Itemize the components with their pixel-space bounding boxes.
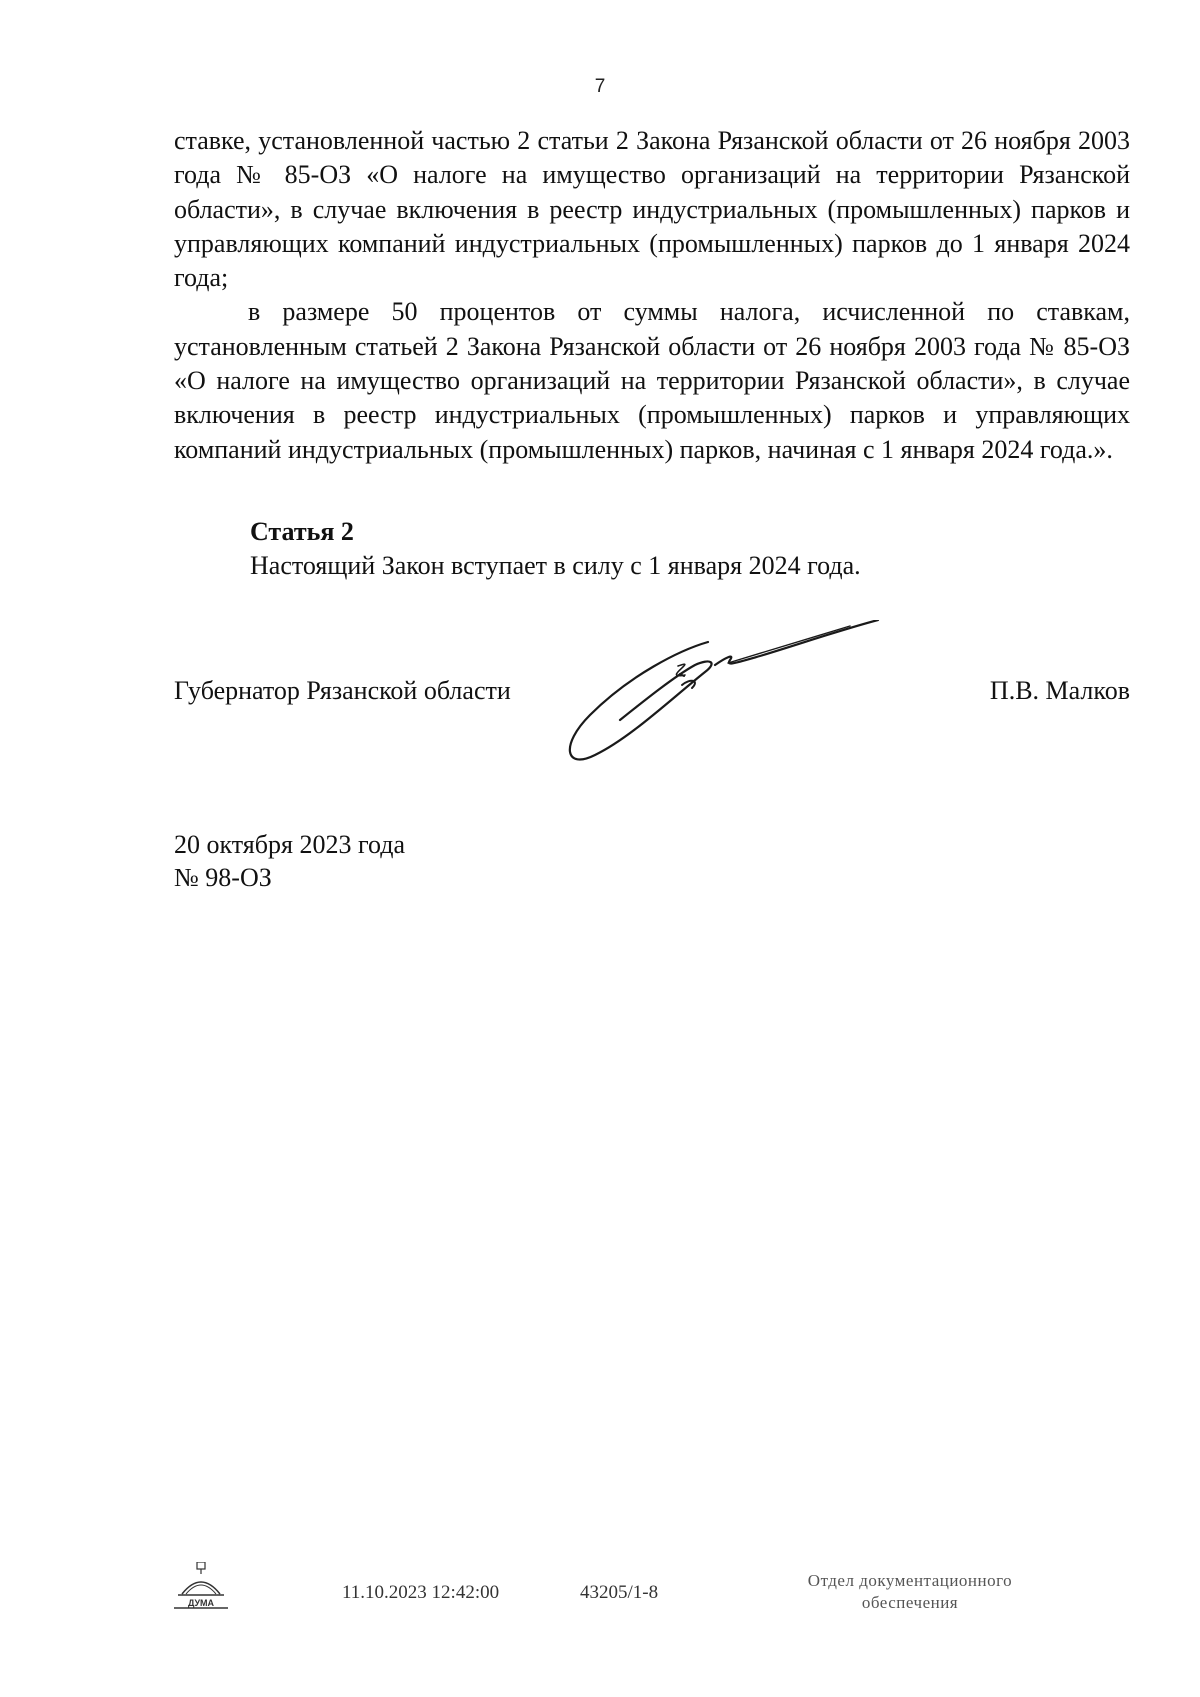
article-title: Статья 2 — [250, 517, 354, 546]
article-text: Настоящий Закон вступает в силу с 1 января 2024 года. — [250, 551, 861, 580]
document-code: 43205/1-8 — [580, 1582, 659, 1603]
svg-text:ДУМА: ДУМА — [187, 1598, 215, 1608]
print-timestamp: 11.10.2023 12:42:00 — [342, 1582, 500, 1603]
signatory-name: П.В. Малков — [989, 676, 1130, 705]
handwritten-signature — [560, 620, 890, 800]
enactment-date: 20 октября 2023 года — [174, 830, 405, 859]
article-section — [250, 515, 861, 583]
law-number: № 98-ОЗ — [174, 863, 272, 892]
body-paragraph-1: ставке, установленной частью 2 статьи 2 Закона Рязанской области от 26 ноября 2003 года № 85-ОЗ «О налоге на имущество организаций на территории Рязанской области», в случае включения в реестр индустриальных (промышленных) парков и управляющих компаний индустриальных (промышленных) парков до 1 января 2024 года; — [174, 126, 1130, 293]
duma-logo-icon — [170, 1562, 232, 1610]
body-paragraph-2: в размере 50 процентов от суммы налога, исчисленной по ставкам, установленным статьей 2 Закона Рязанской области от 26 ноября 2003 года № 85-ОЗ «О налоге на имущество организаций на территории Рязанской области», в случае включения в реестр индустриальных (промышленных) парков и управляющих компаний индустриальных (промышленных) парков, начиная с 1 января 2024 года.». — [174, 297, 1130, 464]
document-body — [174, 124, 1130, 467]
department-stamp-line-2: обеспечения — [861, 1593, 959, 1612]
department-stamp — [760, 1570, 1060, 1614]
department-stamp-line-1: Отдел документационного — [807, 1571, 1013, 1590]
page-number: 7 — [594, 76, 606, 97]
enactment-block — [174, 828, 405, 894]
signatory-position: Губернатор Рязанской области — [174, 676, 511, 705]
